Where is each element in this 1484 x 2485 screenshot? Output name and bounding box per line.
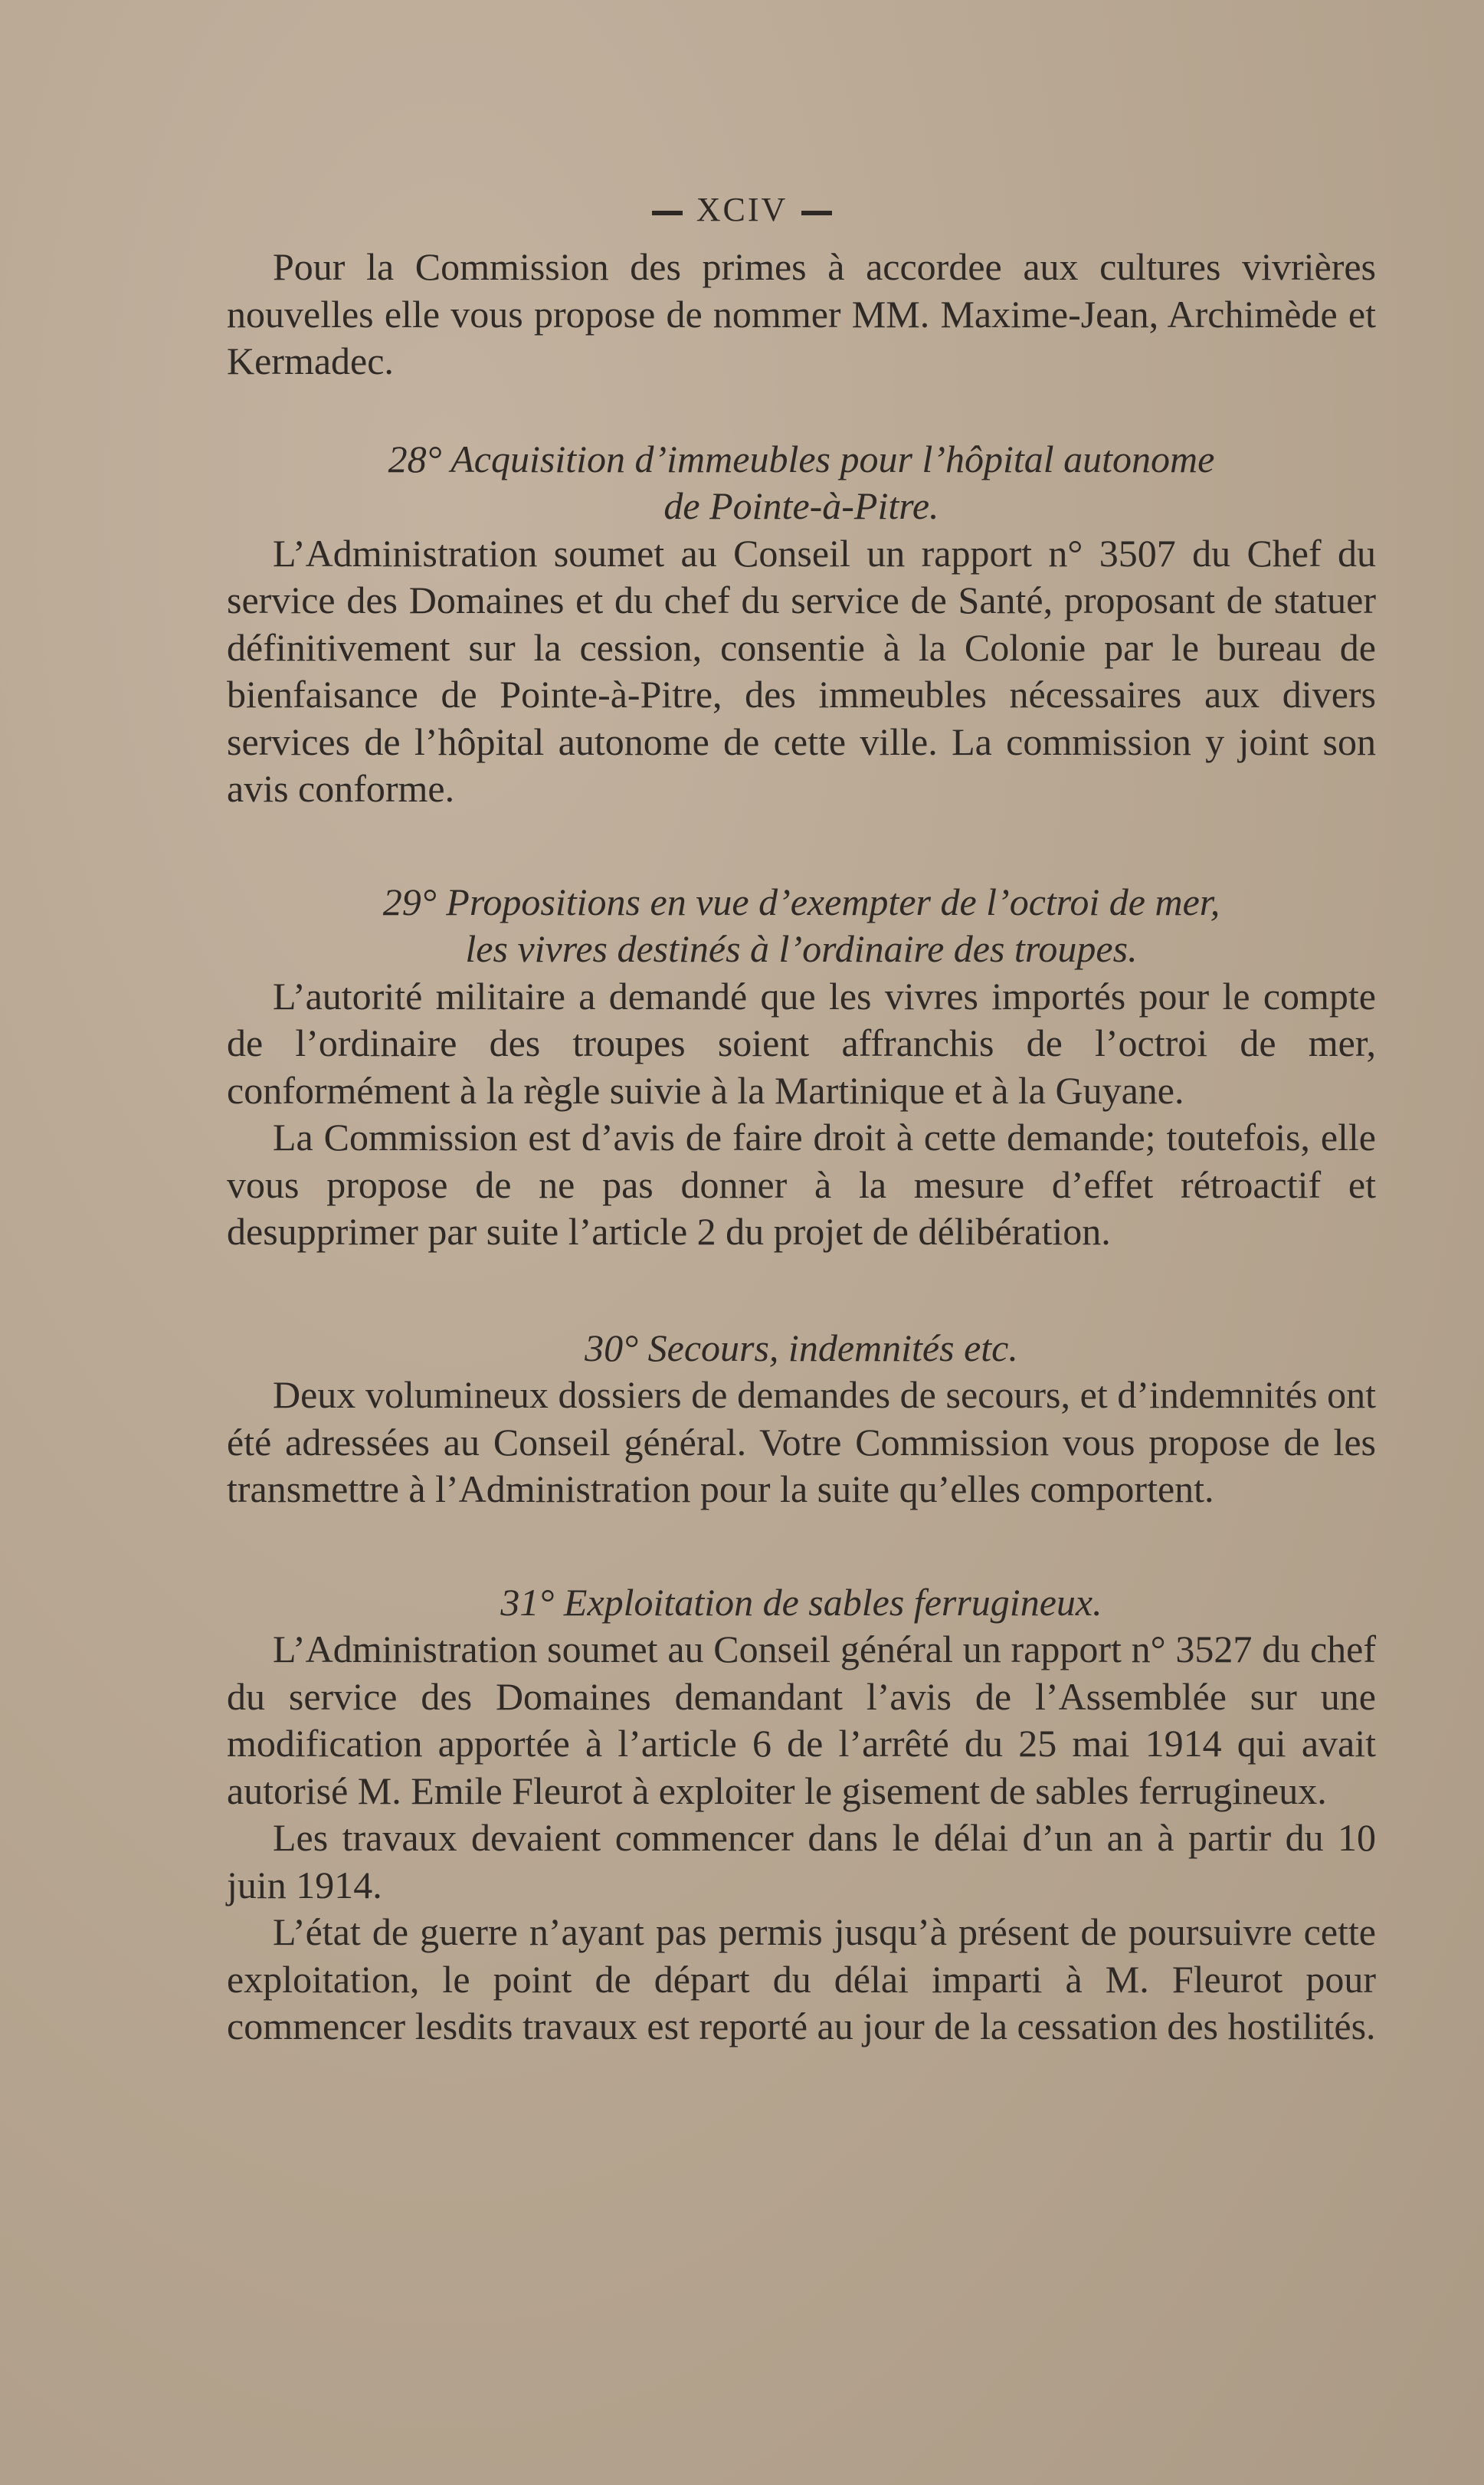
section-heading-29-line2: les vivres destinés à l’ordinaire des troupes. [465, 927, 1138, 970]
page-header [0, 190, 1484, 229]
paragraph-31a: L’Administration soumet au Conseil général un rapport n° 3527 du chef du service des Domaines demandant l’avis de l’Assemblée sur une modification apportée à l’article 6 de l’arrêté du 25 mai 1914 qui avait autorisé M. Emile Fleurot à exploiter le gisement de sables ferrugineux. [227, 1628, 1376, 1812]
paragraph-31c: L’état de guerre n’ayant pas permis jusqu’à présent de poursuivre cette exploitation, le point de départ du délai imparti à M. Fleurot pour commencer lesdits travaux est reporté au jour de la cessation des hostilités. [227, 1910, 1376, 2047]
paragraph-29a: L’autorité militaire a demandé que les vivres importés pour le compte de l’ordinaire des troupes soient affranchis de l’octroi de mer, conformément à la règle suivie à la Martinique et à la Guyane. [227, 974, 1376, 1112]
paragraph-commission-primes: Pour la Commission des primes à accordee aux cultures vivrières nouvelles elle vous propose de nommer MM. Maxime-Jean, Archimède et Kermadec. [227, 245, 1376, 382]
section-heading-29-line1: 29° Propositions en vue d’exempter de l’octroi de mer, [382, 880, 1220, 923]
header-dash-left [652, 211, 683, 215]
section-heading-31: 31° Exploitation de sables ferrugineux. [500, 1580, 1102, 1624]
page-number: XCIV [696, 191, 788, 228]
paragraph-29b: La Commission est d’avis de faire droit à cette demande; toutefois, elle vous propose de ne pas donner à la mesure d’effet rétroactif et desupprimer par suite l’article 2 du projet de délibération. [227, 1116, 1376, 1253]
section-heading-30: 30° Secours, indemnités etc. [585, 1326, 1018, 1369]
header-dash-right [801, 211, 832, 215]
paragraph-31b: Les travaux devaient commencer dans le délai d’un an à partir du 10 juin 1914. [227, 1816, 1376, 1906]
section-heading-28-line1: 28° Acquisition d’immeubles pour l’hôpital autonome [388, 437, 1215, 480]
paragraph-30: Deux volumineux dossiers de demandes de secours, et d’indemnités ont été adressées au Conseil général. Votre Commission vous propose de les transmettre à l’Administration pour la suite qu’elles comportent. [227, 1373, 1376, 1510]
section-heading-28-line2: de Pointe-à-Pitre. [663, 484, 939, 527]
paragraph-28: L’Administration soumet au Conseil un rapport n° 3507 du Chef du service des Domaines et du chef du service de Santé, proposant de statuer définitivement sur la cession, consentie à la Colonie par le bureau de bienfaisance de Pointe-à-Pitre, des immeubles nécessaires aux divers services de l’hôpital autonome de cette ville. La commission y joint son avis conforme. [227, 531, 1376, 810]
document-body [227, 244, 1376, 2051]
